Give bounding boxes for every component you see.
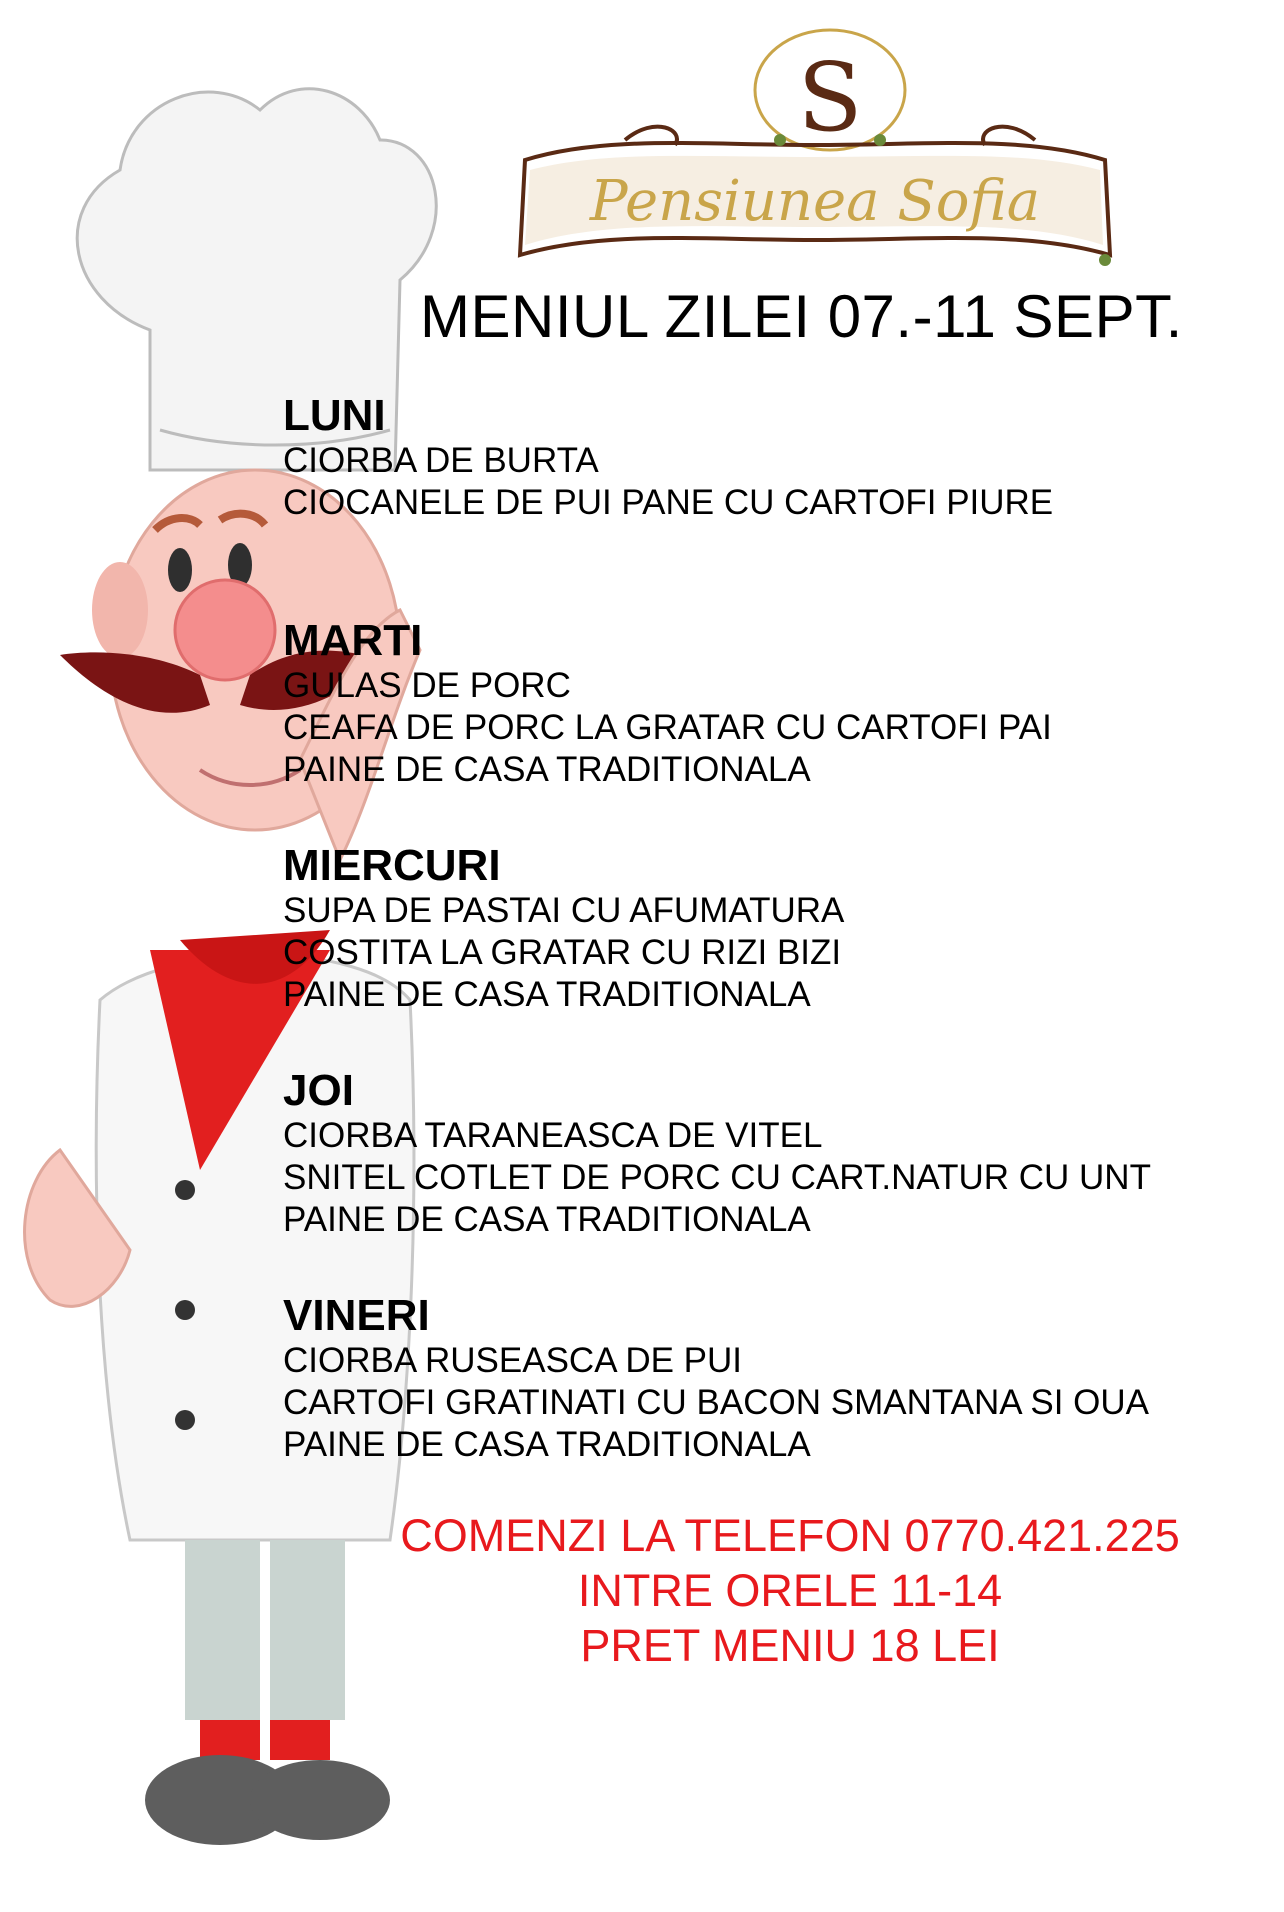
- day-block-miercuri: [283, 842, 1243, 1016]
- dish-item: PAINE DE CASA TRADITIONALA: [283, 1425, 811, 1464]
- menu-price-line: PRET MENIU 18 LEI: [580, 1620, 1000, 1671]
- day-block-luni: [283, 392, 1243, 524]
- dish-item: PAINE DE CASA TRADITIONALA: [283, 1200, 811, 1239]
- day-heading: LUNI: [283, 391, 386, 440]
- dish-item: PAINE DE CASA TRADITIONALA: [283, 975, 811, 1014]
- day-heading: JOI: [283, 1066, 354, 1115]
- dish-item: CARTOFI GRATINATI CU BACON SMANTANA SI OUA: [283, 1383, 1150, 1422]
- logo-initial: S: [797, 43, 863, 153]
- day-heading: MIERCURI: [283, 841, 501, 890]
- day-block-joi: [283, 1067, 1243, 1241]
- day-heading: MARTI: [283, 616, 423, 665]
- order-hours-line: INTRE ORELE 11-14: [577, 1565, 1003, 1616]
- logo-name: Pensiunea Sofia: [589, 169, 1041, 234]
- dish-item: CEAFA DE PORC LA GRATAR CU CARTOFI PAI: [283, 708, 1052, 747]
- menu-title: MENIUL ZILEI 07.-11 SEPT.: [420, 283, 1183, 350]
- dish-item: COSTITA LA GRATAR CU RIZI BIZI: [283, 933, 842, 972]
- dish-item: CIORBA DE BURTA: [283, 441, 599, 480]
- dish-item: GULAS DE PORC: [283, 666, 571, 705]
- dish-item: PAINE DE CASA TRADITIONALA: [283, 750, 811, 789]
- day-heading: VINERI: [283, 1291, 430, 1340]
- dish-item: SUPA DE PASTAI CU AFUMATURA: [283, 891, 845, 930]
- dish-item: CIORBA RUSEASCA DE PUI: [283, 1341, 743, 1380]
- pensiunea-sofia-logo: [505, 15, 1125, 270]
- order-phone-line: COMENZI LA TELEFON 0770.421.225: [400, 1510, 1180, 1561]
- day-block-vineri: [283, 1292, 1243, 1466]
- dish-item: CIOCANELE DE PUI PANE CU CARTOFI PIURE: [283, 483, 1054, 522]
- dish-item: SNITEL COTLET DE PORC CU CART.NATUR CU UNT: [283, 1158, 1151, 1197]
- day-block-marti: [283, 617, 1243, 791]
- dish-item: CIORBA TARANEASCA DE VITEL: [283, 1116, 823, 1155]
